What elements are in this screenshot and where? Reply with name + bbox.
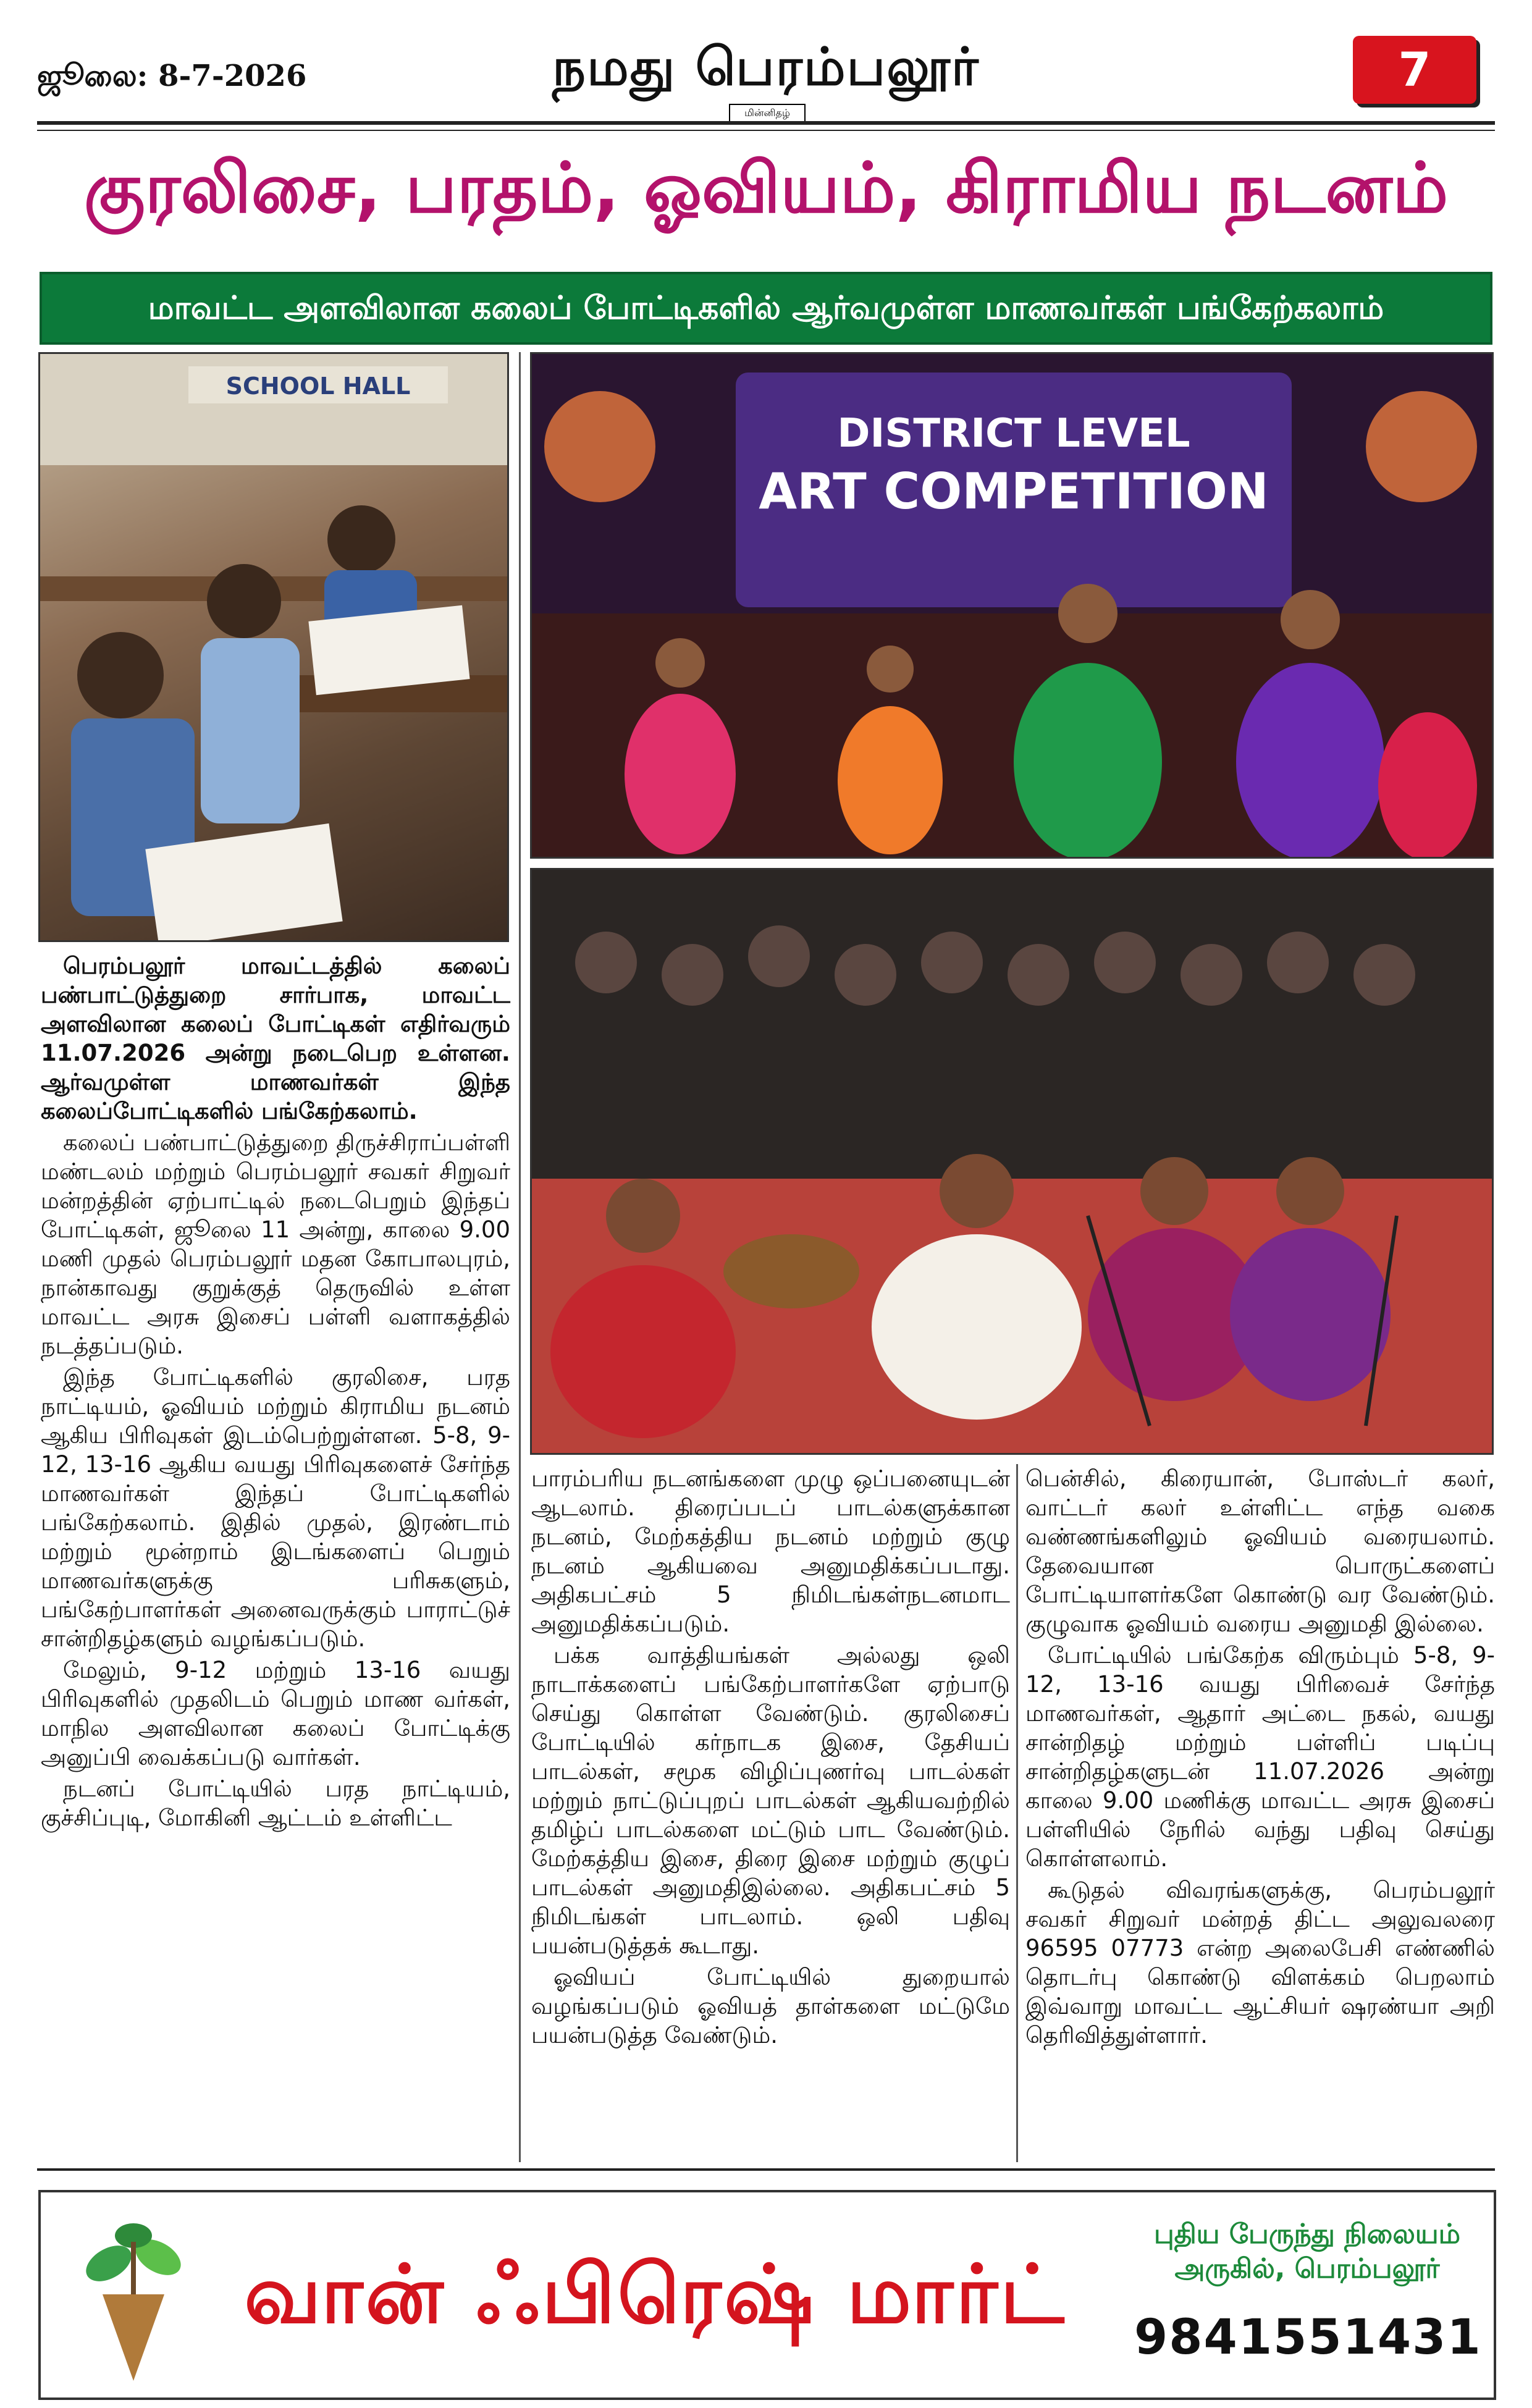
- advert-rule: [37, 2168, 1495, 2171]
- article-paragraph: நடனப் போட்டியில் பரத நாட்டியம், குச்சிப்புடி, மோகினி ஆட்டம் உள்ளிட்ட: [41, 1775, 510, 1831]
- article-paragraph: பென்சில், கிரையான், போஸ்டர் கலர், வாட்டர் கலர் உள்ளிட்ட எந்த வகை வண்ணங்களிலும் ஓவியம் வரையலாம். தேவையான பொருட்களைப் போட்டியாளர்களே கொண்டு வர வேண்டும். குழுவாக ஓவியம் வரைய அனுமதி இல்லை.: [1025, 1465, 1495, 1637]
- article-column-1: [41, 951, 510, 2168]
- photo-vocal-music-performance: [530, 868, 1494, 1455]
- article-paragraph: பெரம்பலூர் மாவட்டத்தில் கலைப் பண்பாட்டுத்துறை சார்பாக, மாவட்ட அளவிலான கலைப் போட்டிகள் எதிர்வரும் 11.07.2026 அன்று நடைபெற உள்ளன. ஆர்வமுள்ள மாணவர்கள் இந்த கலைப்போட்டிகளில் பங்கேற்கலாம்.: [41, 953, 510, 1124]
- advert-location-line1: புதிய பேருந்து நிலையம்: [1153, 2218, 1461, 2250]
- article-paragraph: போட்டியில் பங்கேற்க விரும்பும் 5-8, 9-12, 13-16 வயது பிரிவைச் சேர்ந்த மாணவர்கள், ஆதார் அட்டை நகல், வயது சான்றிதழ் மற்றும் பள்ளிப் படிப்பு சான்றிதழ்களுடன் 11.07.2026 அன்று காலை 9.00 மணிக்கு மாவட்ட அரசு இசைப் பள்ளியில் நேரில் வந்து பதிவு செய்து கொள்ளலாம்.: [1025, 1642, 1495, 1872]
- masthead-rule: [37, 121, 1495, 125]
- advert-location-line2: அருகில், பெரம்பலூர்: [1174, 2253, 1440, 2284]
- banner-line2: ART COMPETITION: [759, 463, 1269, 520]
- article-paragraph: மேலும், 9-12 மற்றும் 13-16 வயது பிரிவுகளில் முதலிடம் பெறும் மாண வர்கள், மாநில அளவிலான கலைப் போட்டிக்கு அனுப்பி வைக்கப்படு வார்கள்.: [41, 1657, 510, 1770]
- drawing-photo-illustration: [40, 354, 507, 940]
- issue-date: ஜூலை: 8-7-2026: [37, 59, 307, 93]
- advert-phone: 9841551431: [1134, 2310, 1482, 2365]
- photo-students-drawing: [38, 352, 509, 942]
- column-separator: [519, 352, 521, 2162]
- advertisement: [38, 2190, 1496, 2400]
- advert-store-name: வான் ஃபிரெஷ் மார்ட்: [244, 2247, 1067, 2341]
- article-column-3: [1025, 1464, 1495, 2168]
- article-paragraph: இந்த போட்டிகளில் குரலிசை, பரத நாட்டியம், ஓவியம் மற்றும் கிராமிய நடனம் ஆகிய பிரிவுகள் இடம்பெற்றுள்ளன. 5-8, 9-12, 13-16 ஆகிய வயது பிரிவுகளைச் சேர்ந்த மாணவர்கள் இந்தப் போட்டிகளில் பங்கேற்கலாம். இதில் முதல், இரண்டாம் மற்றும் மூன்றாம் இடங்களைப் பெறும் மாணவர்களுக்கு பரிசுகளும், பங்கேற்பாளர்கள் அனைவருக்கும் பாராட்டுச் சான்றிதழ்களும் வழங்கப்படும்.: [41, 1364, 510, 1652]
- photo-bharatanatyam-performance: [530, 352, 1494, 859]
- music-photo-illustration: [532, 870, 1492, 1453]
- subheadline-bar: [40, 272, 1492, 345]
- school-hall-sign: SCHOOL HALL: [225, 373, 411, 400]
- article-paragraph: கூடுதல் விவரங்களுக்கு, பெரம்பலூர் சவகர் சிறுவர் மன்றத் திட்ட அலுவலரை 96595 07773 என்ற அலைபேசி எண்ணில் தொடர்பு கொண்டு விளக்கம் பெறலாம் இவ்வாறு மாவட்ட ஆட்சியர் ஷரண்யா அறி தெரிவித்துள்ளார்.: [1025, 1877, 1495, 2048]
- article-paragraph: பாரம்பரிய நடனங்களை முழு ஒப்பனையுடன் ஆடலாம். திரைப்படப் பாடல்களுக்கான நடனம், மேற்கத்திய நடனம் மற்றும் குழு நடனம் ஆகியவை அனுமதிக்கப்படாது. அதிகபட்சம் 5 நிமிடங்கள்நடனமாட அனுமதிக்கப்படும்.: [531, 1465, 1010, 1637]
- leaf-logo-icon: [65, 2208, 201, 2387]
- banner-line1: DISTRICT LEVEL: [837, 411, 1190, 457]
- newspaper-tagline: மின்னிதழ்: [729, 104, 806, 122]
- masthead-rule-thin: [37, 130, 1495, 131]
- masthead: [37, 25, 1483, 124]
- article-paragraph: பக்க வாத்தியங்கள் அல்லது ஒலி நாடாக்களைப் பங்கேற்பாளர்களே ஏற்பாடு செய்து கொள்ள வேண்டும். குரலிசைப் போட்டியில் கர்நாடக இசை, தேசியப் பாடல்கள், சமூக விழிப்புணர்வு பாடல்கள் மற்றும் நாட்டுப்புறப் பாடல்கள் ஆகியவற்றில் தமிழ்ப் பாடல்களை மட்டும் பாட வேண்டும். மேற்கத்திய இசை, திரை இசை மற்றும் குழுப் பாடல்கள் அனுமதிஇல்லை. அதிகபட்சம் 5 நிமிடங்கள் பாடலாம். ஒலி பதிவு பயன்படுத்தக் கூடாது.: [531, 1642, 1010, 1959]
- article-column-2: [531, 1464, 1010, 2168]
- headline: குரலிசை, பரதம், ஓவியம், கிராமிய நடனம்: [83, 148, 1449, 229]
- article-paragraph: ஓவியப் போட்டியில் துறையால் வழங்கப்படும் ஓவியத் தாள்களை மட்டுமே பயன்படுத்த வேண்டும்.: [531, 1964, 1010, 2048]
- subheadline: மாவட்ட அளவிலான கலைப் போட்டிகளில் ஆர்வமுள்ள மாணவர்கள் பங்கேற்கலாம்: [148, 290, 1384, 327]
- advert-location: [1134, 2217, 1480, 2286]
- article-paragraph: கலைப் பண்பாட்டுத்துறை திருச்சிராப்பள்ளி மண்டலம் மற்றும் பெரம்பலூர் சவகர் சிறுவர் மன்றத்தின் ஏற்பாட்டில் நடைபெறும் இந்தப் போட்டிகள், ஜூலை 11 அன்று, காலை 9.00 மணி முதல் பெரம்பலூர் மதன கோபாலபுரம், நான்காவது குறுக்குத் தெருவில் உள்ள மாவட்ட அரசு இசைப் பள்ளி வளாகத்தில் நடத்தப்படும்.: [41, 1129, 510, 1359]
- newspaper-title: நமது பெரம்பலூர்: [552, 36, 980, 97]
- dance-photo-illustration: [532, 354, 1492, 857]
- page-number-badge: 7: [1353, 36, 1476, 104]
- column-separator: [1016, 1464, 1018, 2162]
